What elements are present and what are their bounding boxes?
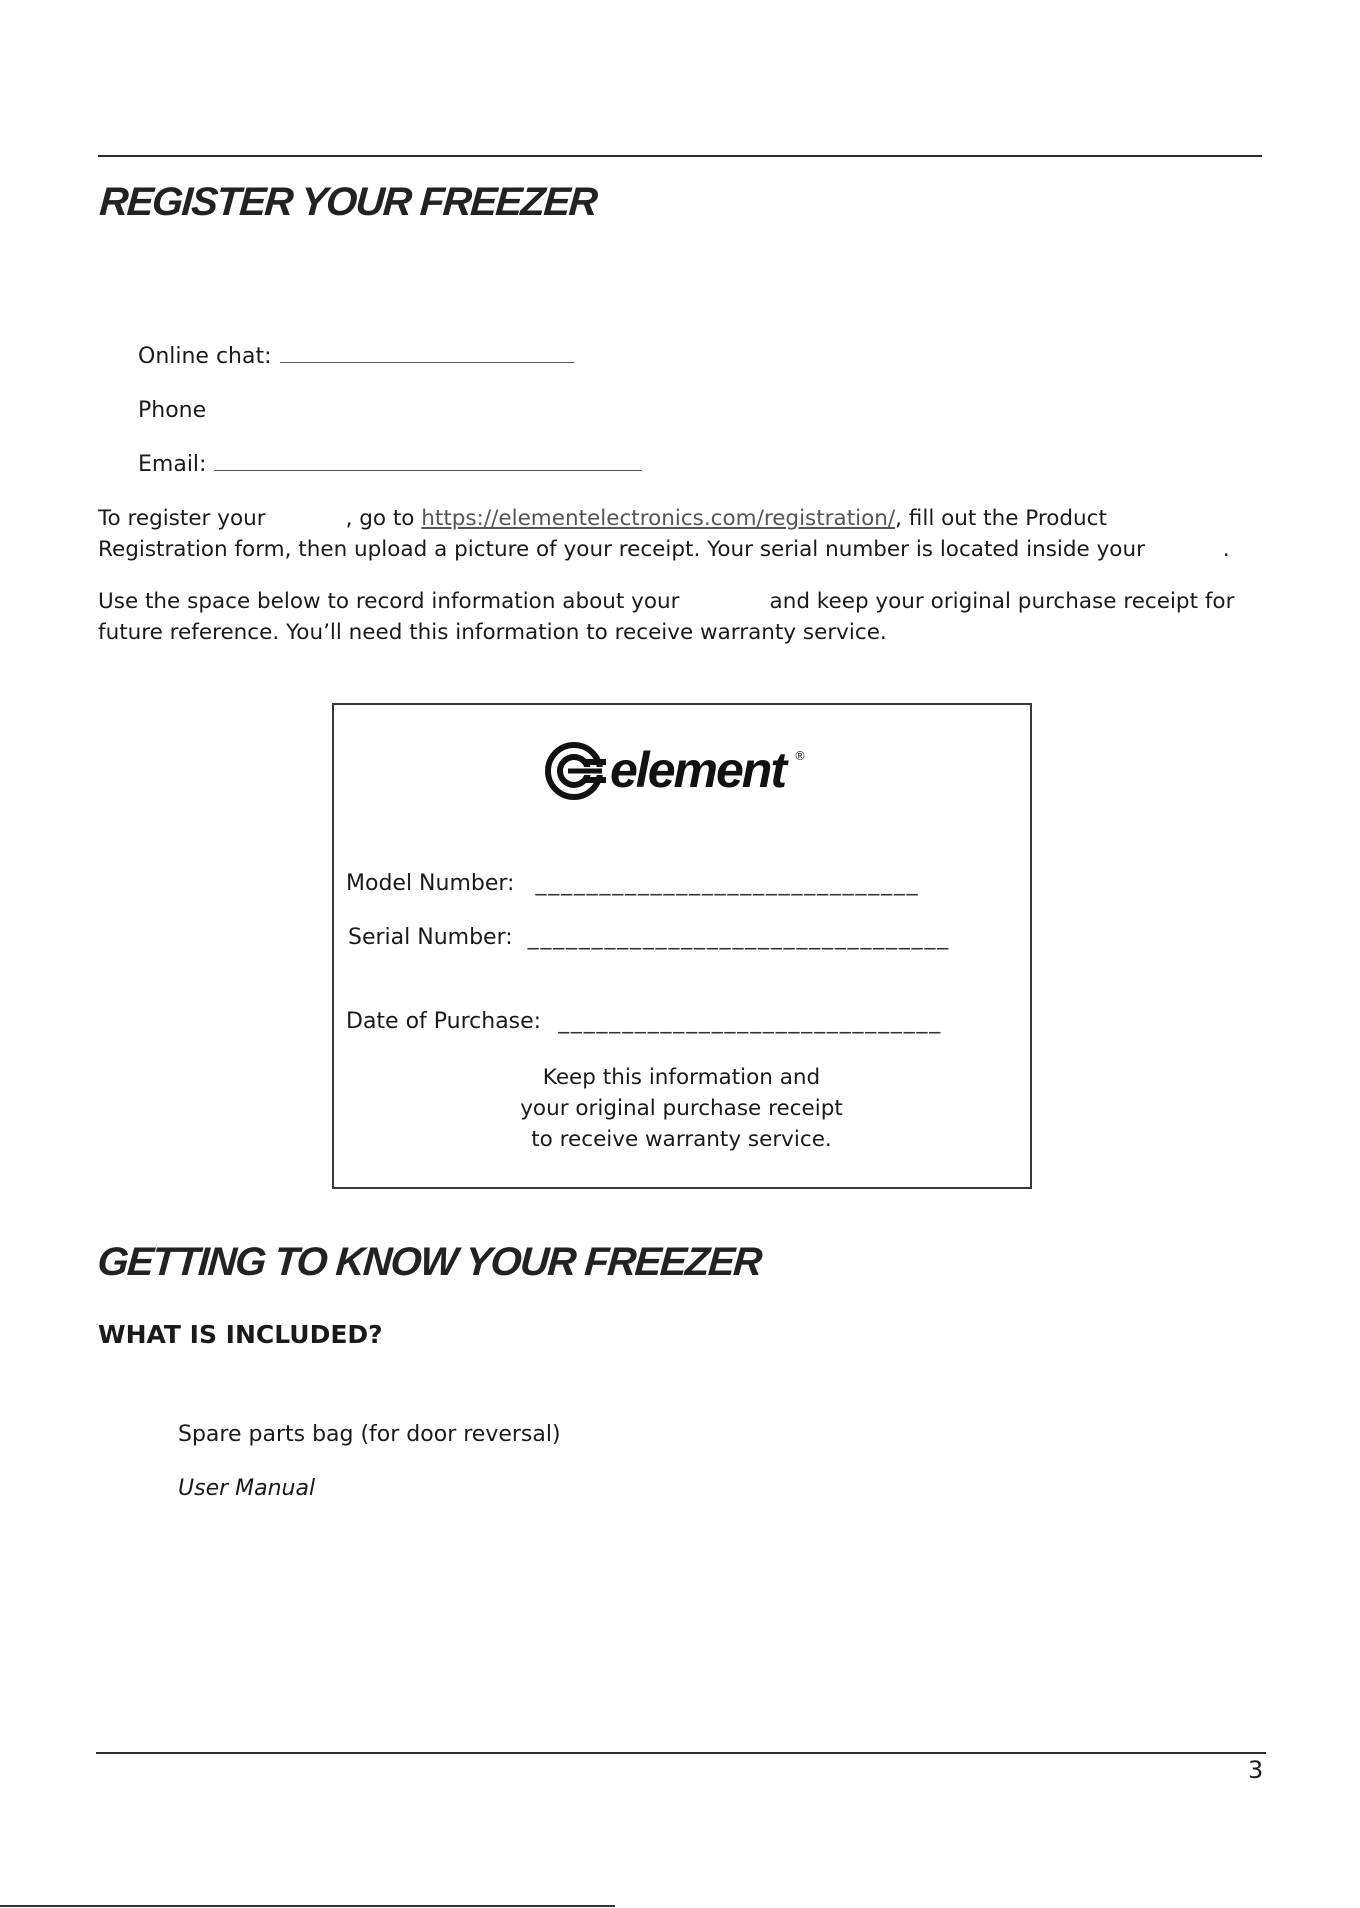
para1-after-url: , fill out the Product [895, 506, 1107, 531]
record-instructions-line2: future reference. You’ll need this information to receive warranty service. [98, 620, 887, 645]
bottom-edge-line [0, 1905, 615, 1907]
para1-line2: Registration form, then upload a picture of your receipt. Your serial number is located inside your [98, 537, 1145, 562]
para2-start: Use the space below to record information about your [98, 589, 680, 614]
element-logo-icon [542, 739, 606, 803]
included-item-spare-parts: Spare parts bag (for door reversal) [178, 1422, 561, 1447]
card-note-line3: to receive warranty service. [531, 1127, 832, 1152]
card-note [334, 1062, 1029, 1155]
email-line [138, 452, 642, 477]
phone-label: Phone [138, 398, 207, 423]
date-of-purchase-label: Date of Purchase: [346, 1009, 542, 1034]
serial-number-field [348, 925, 950, 950]
included-item-user-manual: User Manual [178, 1476, 316, 1501]
register-instructions-line1 [98, 503, 1230, 534]
serial-number-label: Serial Number: [348, 925, 513, 950]
serial-number-blank: _________________________________ [527, 925, 951, 950]
record-instructions-line1 [98, 586, 1234, 617]
product-info-card [332, 703, 1032, 1189]
model-number-label: Model Number: [346, 871, 515, 896]
record-instructions [98, 586, 1234, 648]
getting-to-know-heading: GETTING TO KNOW YOUR FREEZER [96, 1240, 763, 1284]
register-instructions [98, 503, 1230, 565]
date-of-purchase-blank: ______________________________ [558, 1009, 943, 1034]
online-chat-line [138, 344, 574, 369]
registered-mark: ® [794, 749, 806, 763]
register-heading: REGISTER YOUR FREEZER [98, 180, 598, 224]
card-note-line2: your original purchase receipt [520, 1096, 843, 1121]
element-logo [542, 731, 842, 811]
what-is-included-heading: WHAT IS INCLUDED? [98, 1320, 383, 1349]
register-instructions-line2 [98, 534, 1230, 565]
para2-after: and keep your original purchase receipt for [769, 589, 1235, 614]
top-rule [98, 155, 1262, 157]
online-chat-label: Online chat: [138, 344, 272, 369]
model-number-blank: ______________________________ [535, 871, 920, 896]
registration-link[interactable]: https://elementelectronics.com/registration/ [421, 506, 896, 531]
online-chat-blank [280, 361, 574, 363]
card-note-line1: Keep this information and [542, 1065, 821, 1090]
para1-end: . [1222, 537, 1230, 562]
footer-rule [96, 1752, 1266, 1754]
para1-start: To register your [98, 506, 266, 531]
email-label: Email: [138, 452, 207, 477]
date-of-purchase-field [346, 1009, 942, 1034]
page-number: 3 [1248, 1756, 1264, 1784]
element-logo-text: element [610, 742, 785, 798]
phone-line [138, 398, 206, 423]
email-blank [214, 469, 642, 471]
model-number-field [346, 871, 919, 896]
para1-mid: , go to [345, 506, 415, 531]
